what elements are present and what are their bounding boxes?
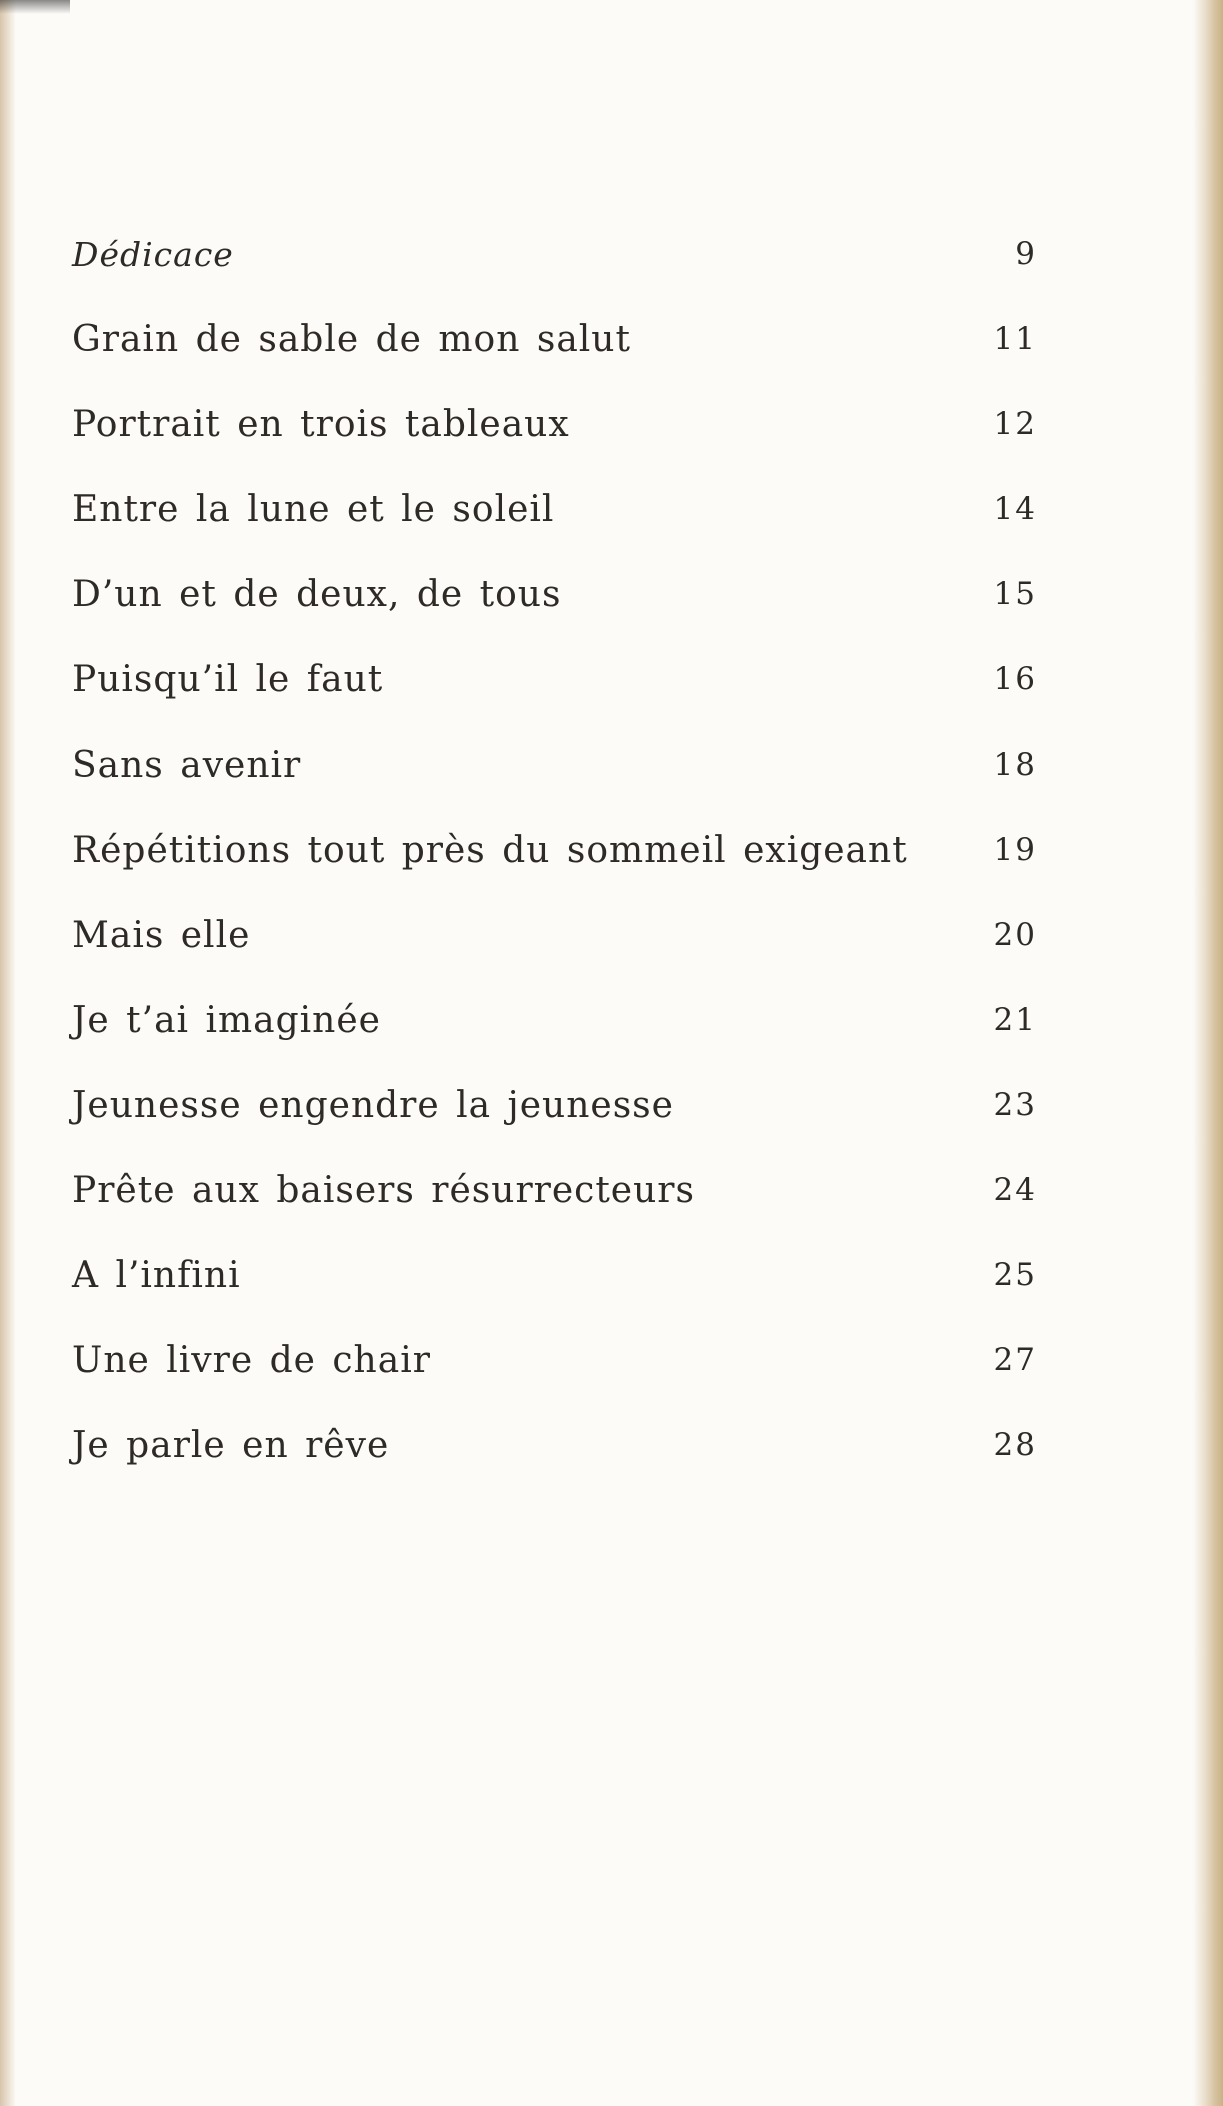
toc-entry-page: 9 — [1015, 236, 1037, 272]
toc-entry-page: 16 — [993, 661, 1037, 697]
toc-entry-page: 23 — [993, 1087, 1037, 1123]
toc-entry — [72, 815, 1037, 885]
toc-entry — [72, 219, 1037, 289]
toc-entry-page: 24 — [993, 1172, 1037, 1208]
toc-entry — [72, 474, 1037, 544]
toc-entry-page: 27 — [993, 1342, 1037, 1378]
toc-entry — [72, 730, 1037, 800]
toc-entry — [72, 985, 1037, 1055]
toc-entry — [72, 559, 1037, 629]
toc-entry-title: Une livre de chair — [72, 1339, 431, 1381]
toc-entry-page: 12 — [993, 406, 1037, 442]
toc-entry-title: Puisqu’il le faut — [72, 658, 384, 700]
toc-entry-page: 20 — [993, 917, 1037, 953]
toc-entry — [72, 1410, 1037, 1480]
toc-entry — [72, 644, 1037, 714]
toc-entry-title: Je t’ai imaginée — [72, 999, 381, 1041]
toc-entry-title: Grain de sable de mon salut — [72, 318, 631, 360]
toc-entry-title: D’un et de deux, de tous — [72, 573, 562, 615]
toc-entry-title: Répétitions tout près du sommeil exigeant — [72, 829, 908, 871]
toc-entry — [72, 900, 1037, 970]
toc-entry-page: 11 — [993, 321, 1037, 357]
toc-entry-page: 18 — [993, 747, 1037, 783]
toc-entry-title: Prête aux baisers résurrecteurs — [72, 1169, 695, 1211]
toc-entry-title: Dédicace — [72, 234, 234, 274]
toc-entry-title: Entre la lune et le soleil — [72, 488, 555, 530]
toc-entry-title: Jeunesse engendre la jeunesse — [72, 1084, 674, 1126]
toc-entry-page: 19 — [993, 832, 1037, 868]
toc-entry — [72, 1240, 1037, 1310]
toc-entry-page: 14 — [993, 491, 1037, 527]
toc-entry — [72, 1155, 1037, 1225]
toc-entry-title: Portrait en trois tableaux — [72, 403, 570, 445]
toc-entry-title: Mais elle — [72, 914, 251, 956]
toc-entry — [72, 389, 1037, 459]
toc-entry — [72, 1070, 1037, 1140]
toc-entry — [72, 1325, 1037, 1395]
toc-entry-page: 28 — [993, 1427, 1037, 1463]
toc-entry-title: Je parle en rêve — [72, 1424, 390, 1466]
toc-entry-page: 15 — [993, 576, 1037, 612]
toc-entry-page: 25 — [993, 1257, 1037, 1293]
toc-entry-title: Sans avenir — [72, 744, 302, 786]
toc-entry-title: A l’infini — [72, 1254, 241, 1296]
toc-entry-page: 21 — [993, 1002, 1037, 1038]
toc-entry — [72, 304, 1037, 374]
